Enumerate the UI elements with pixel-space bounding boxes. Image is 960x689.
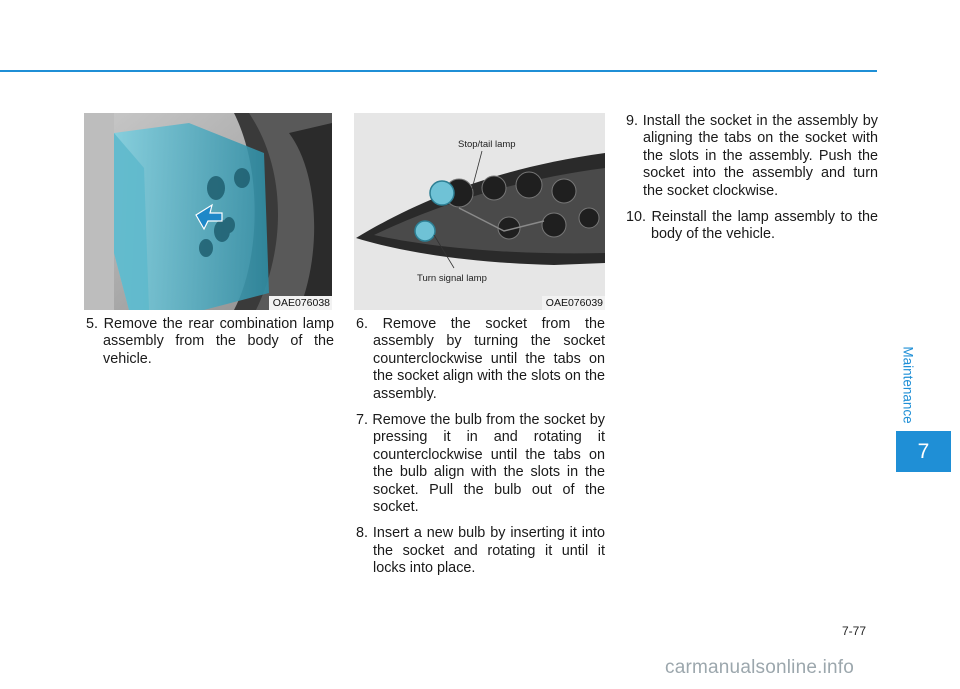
step-6: 6. Remove the socket from the assembly by turning the socket counterclockwise until the tabs on the socket align with the slots on the assembly.	[356, 316, 605, 402]
step-10: 10. Reinstall the lamp assembly to the body of the vehicle.	[626, 209, 878, 243]
section-side-label	[878, 340, 938, 430]
lamp-removal-illustration	[84, 113, 332, 310]
steps-column-2	[356, 316, 605, 587]
stop-tail-lamp-label: Stop/tail lamp	[458, 139, 516, 150]
turn-signal-lamp-label: Turn signal lamp	[417, 273, 487, 284]
page-number: 7-77	[842, 624, 867, 638]
figure-lamp-sockets	[354, 113, 605, 310]
figure-code: OAE076038	[269, 296, 332, 310]
chapter-tab: 7	[896, 431, 951, 472]
steps-column-3	[626, 113, 878, 253]
header-rule	[0, 70, 877, 72]
watermark: carmanualsonline.info	[665, 657, 855, 678]
step-9: 9. Install the socket in the assembly by aligning the tabs on the socket with the slots in the assembly. Push the socket into the assembly and turn the socket clockwise.	[626, 113, 878, 199]
figure-lamp-removal	[84, 113, 332, 310]
figure-code: OAE076039	[542, 296, 605, 310]
step-5: 5. Remove the rear combination lamp assembly from the body of the vehicle.	[86, 316, 334, 367]
section-name: Maintenance	[900, 346, 916, 424]
step-8: 8. Insert a new bulb by inserting it into the socket and rotating it until it locks into place.	[356, 525, 605, 577]
step-7: 7. Remove the bulb from the socket by pressing it in and rotating it counterclockwise until the tabs on the bulb align with the slots in the socket. Pull the bulb out of the socket.	[356, 412, 605, 516]
steps-column-1	[86, 316, 334, 377]
